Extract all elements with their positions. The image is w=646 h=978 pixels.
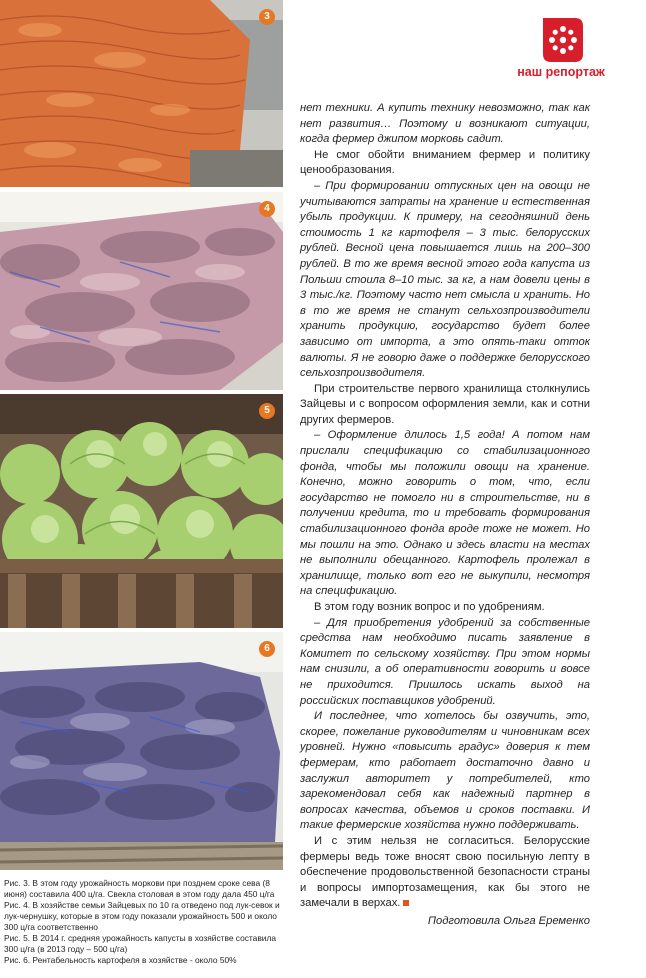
photo-badge-4: 4 [259,201,275,217]
paragraph: – При формировании отпускных цен на овощи не учитываются затраты на хранение и естественная убыль продукции. К примеру, на сегодняшний день стоимость 1 кг картофеля – 3 тыс. белорусских рублей. Весной цена повышается лишь на 200–300 рублей. В то же время весной этого года капуста из Польши стоила 8–10 тыс. за кг, а нам довели цены в 3 тыс./кг. Поэтому часто нет смысла и хранить. Но в то же время не станут сельхозпроизводители хранить продукцию, государство будет более зависимо от импорта, а это опять-таки отток валюты. Я не говорю даже о поддержке белорусского сельхозпроизводителя. [300,179,590,380]
caption-fig3: Рис. 3. В этом году урожайность моркови при позднем сроке сева (8 июня) составила 400 ц/га. Свекла столовая в этом году дала 450 ц/га [4,878,275,899]
paragraph: – Для приобретения удобрений за собственные средства нам необходимо писать заявление в Комитет по сельскому хозяйству. При этом нормы нам снизили, а об оперативности говорить и вовсе не приходится. Пришлось искать выход на российских поставщиков удобрений. [300,616,590,707]
caption-fig4: Рис. 4. В хозяйстве семьи Зайцевых по 10 га отведено под лук-севок и лук-чернушку, которые в этом году показали урожайность 500 и около 300 ц/га соответственно [4,900,280,932]
paragraph-final-text: И с этим нельзя не согласиться. Белорусские фермеры ведь тоже вносят свою посильную лепту в обеспечение продовольственной безопасности страны и вопросы импортозамещения, как бы этого не замечали в верхах. [300,834,590,910]
photo-cabbage [0,394,283,628]
photo-column [0,0,283,870]
photo-carrots [0,0,283,187]
photo-badge-6: 6 [259,641,275,657]
caption-fig5: Рис. 5. В 2014 г. средняя урожайность капусты в хозяйстве составила 300 ц/га (в 2013 году – 500 ц/га) [4,933,277,954]
photo-onion-sets [0,192,283,390]
paragraph: И последнее, что хотелось бы озвучить, это, скорее, пожелание руководителям и чиновникам всех уровней. Нужно «повысить градус» доверия к тем фермерам, кто работает достаточно давно и заслужил авторитет у потребителей, кто зарекомендовал себя как надежный партнер в вопросах качества, объемов и сроков поставки. И такие фермерские хозяйства нужно поддерживать. [300,710,590,832]
end-mark-icon [403,900,409,906]
paragraph: В этом году возник вопрос и по удобрениям. [314,601,545,613]
section-label: наш репортаж [517,65,605,79]
paragraph: Не смог обойти вниманием фермер и политику ценообразования. [300,148,590,177]
paragraph-final [300,834,590,912]
photo-captions [4,878,282,966]
paragraph: – Оформление длилось 1,5 года! А потом нам прислали спецификацию со стабилизационного фонда, чтобы мы положили овощи на хранение. Конечно, можно говорить о том, что, если государство не помогло ни в строительстве, ни в получении кредита, то и требовать формирования стабилизационного фонда вроде тоже не может. Но мы пошли на это. Однако и здесь власти на местах не выполнили обещанного. Картофель пролежал в хранилище, только вот его не выкупили, несмотря на спецификацию. [300,429,590,598]
caption-fig6: Рис. 6. Рентабельность картофеля в хозяйстве - около 50% [4,955,237,965]
section-brand [486,18,636,82]
photo-potatoes [0,632,283,870]
article-body [300,101,590,929]
paragraph: нет техники. А купить технику невозможно, так как нет развития… Поэтому и возникают ситуации, когда фермер джипом морковь садит. [300,102,590,146]
section-logo-icon [543,18,583,62]
author-signature: Подготовила Ольга Еременко [427,914,590,927]
photo-badge-5: 5 [259,403,275,419]
paragraph: При строительстве первого хранилища столкнулись Зайцевы и с вопросом оформления земли, как и сотни других фермеров. [300,382,590,426]
photo-badge-3: 3 [259,9,275,25]
